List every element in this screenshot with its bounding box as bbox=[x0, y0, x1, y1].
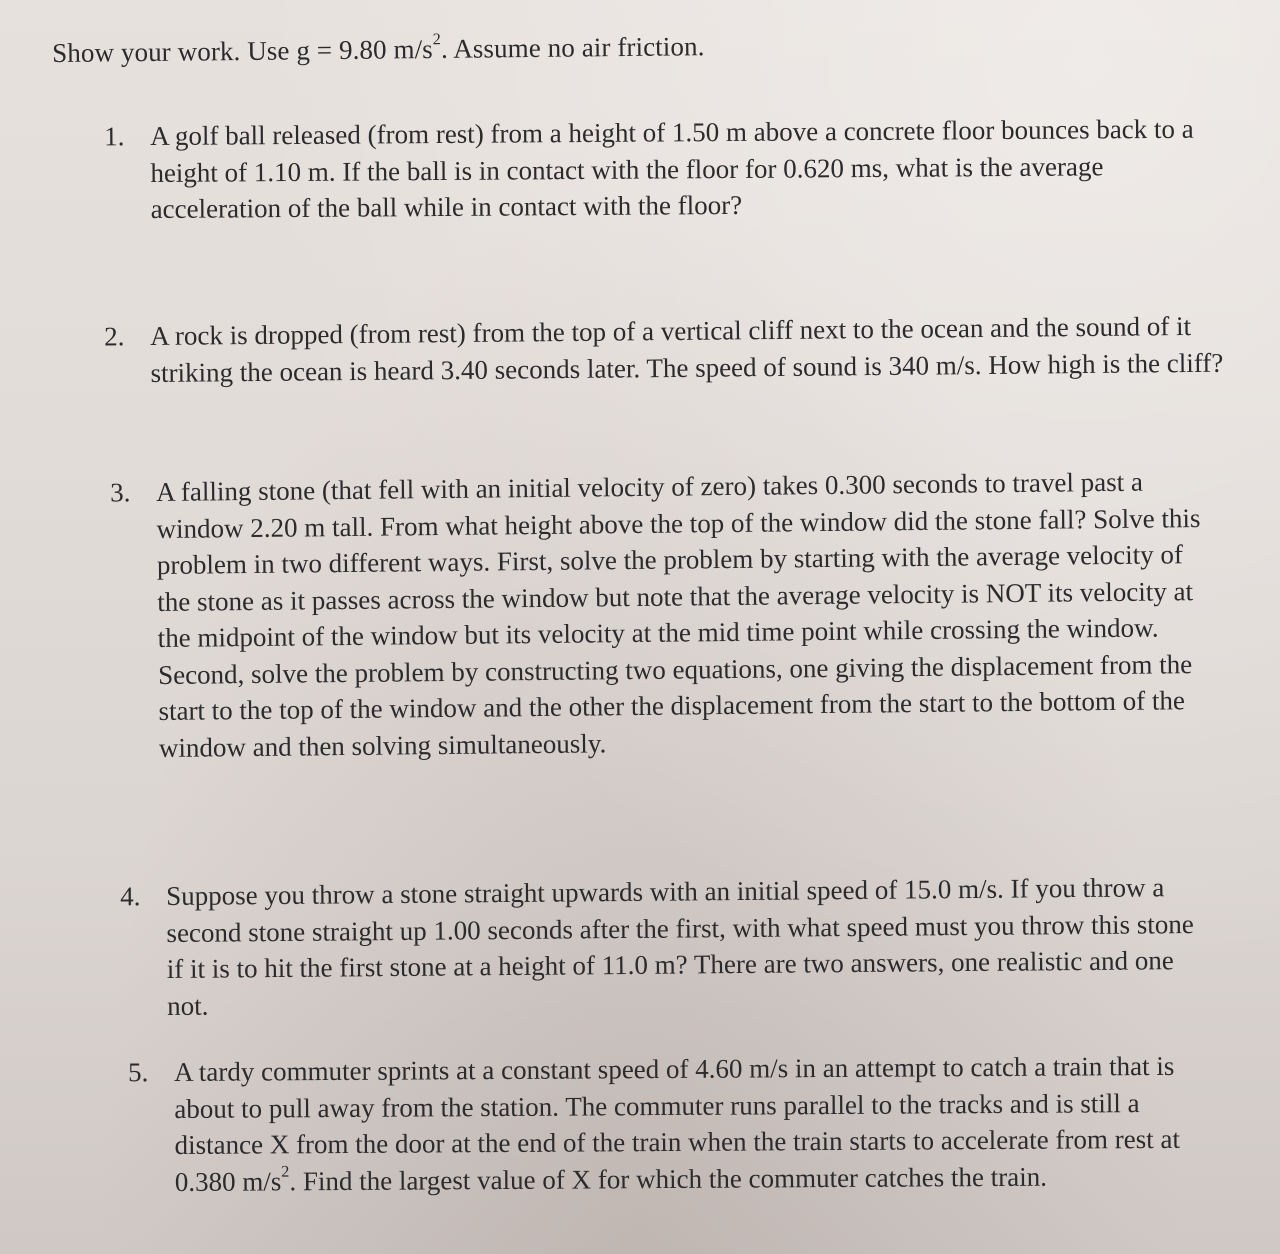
problem-4 bbox=[120, 869, 1207, 1024]
problem-number: 1. bbox=[104, 121, 125, 152]
problem-text-start: A tardy commuter sprints at a constant speed of 4.60 m/s in an attempt to catch a train that is about to pull away from the station. The commuter runs parallel to the tracks and is still a distance X from the door at the end of the train when the train starts to accelerate from rest at 0.380 m/s bbox=[174, 1050, 1180, 1197]
problem-5 bbox=[128, 1048, 1185, 1200]
problem-text: A falling stone (that fell with an initial velocity of zero) takes 0.300 seconds to travel past a window 2.20 m tall. From what height above the top of the window did the stone fall? Solve this problem in two different ways. First, solve the problem by starting with the average velocity of the stone as it passes across the window but note that the average velocity is NOT its velocity at the midpoint of the window but its velocity at the mid time point while crossing the window. Second, solve the problem by constructing two equations, one giving the displacement from the start to the top of the window and the other the displacement from the start to the bottom of the window and then solving simultaneously. bbox=[156, 466, 1201, 763]
problem-3 bbox=[110, 463, 1209, 766]
problem-text bbox=[174, 1048, 1185, 1200]
problem-exponent: 2 bbox=[281, 1162, 290, 1181]
problem-number: 5. bbox=[128, 1057, 149, 1088]
instructions-text: Show your work. Use g = 9.80 m/s bbox=[52, 34, 433, 68]
problem-text: A rock is dropped (from rest) from the top of a vertical cliff next to the ocean and the sound of it striking the ocean is heard 3.40 seconds later. The speed of sound is 340 m/s. How high is the cliff? bbox=[150, 311, 1224, 388]
problem-1 bbox=[104, 111, 1201, 228]
problem-number: 3. bbox=[110, 477, 131, 508]
instructions-exponent: 2 bbox=[432, 30, 442, 49]
problem-text: Suppose you throw a stone straight upwards with an initial speed of 15.0 m/s. If you throw a second stone straight up 1.00 seconds after the first, with what speed must you throw this stone if it is to hit the first stone at a height of 11.0 m? There are two answers, one realistic and one not. bbox=[166, 872, 1194, 1021]
instructions-line bbox=[52, 31, 705, 69]
problem-2 bbox=[104, 308, 1231, 391]
problem-text: A golf ball released (from rest) from a height of 1.50 m above a concrete floor bounces back to a height of 1.10 m. If the ball is in contact with the floor for 0.620 ms, what is the average acceleration of the ball while in contact with the floor? bbox=[150, 113, 1194, 224]
problem-number: 2. bbox=[104, 321, 125, 352]
problem-number: 4. bbox=[120, 881, 141, 912]
problem-text-end: . Find the largest value of X for which the commuter catches the train. bbox=[289, 1161, 1047, 1196]
instructions-text-end: . Assume no air friction. bbox=[440, 31, 705, 64]
